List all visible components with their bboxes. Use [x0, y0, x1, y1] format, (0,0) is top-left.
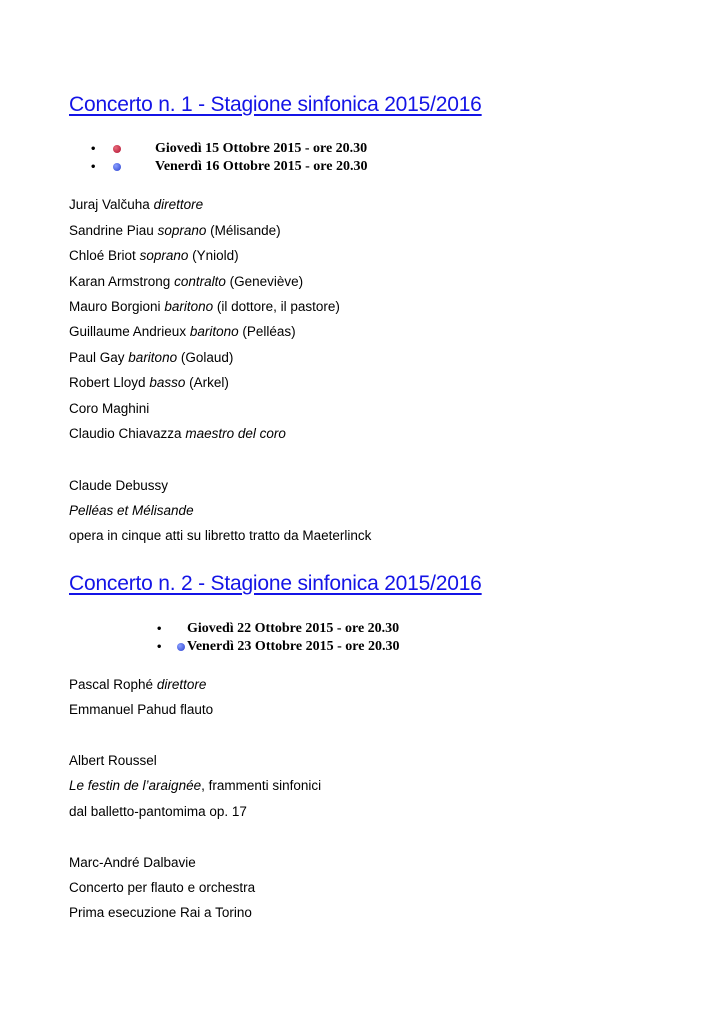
work-title-text: Pelléas et Mélisande — [69, 503, 194, 518]
performer-character: (Pelléas) — [242, 324, 296, 339]
work-title: Concerto per flauto e orchestra — [69, 880, 256, 895]
work-description: dal balletto-pantomima op. 17 — [69, 804, 247, 819]
date-item — [90, 158, 490, 176]
performer-role: baritono — [189, 324, 239, 339]
performer-line — [69, 223, 281, 238]
performer-name: Pascal Rophé — [69, 677, 154, 692]
performer-name: Claudio Chiavazza — [69, 426, 182, 441]
performer-character: (Mélisande) — [210, 223, 281, 238]
performer-role: flauto — [180, 702, 214, 717]
performer-role: direttore — [156, 677, 207, 692]
performer-name: Sandrine Piau — [69, 223, 154, 238]
performer-line — [69, 274, 303, 289]
work-title-rest: , frammenti sinfonici — [201, 778, 322, 793]
composer-name: Marc-André Dalbavie — [69, 855, 196, 870]
bullet-icon: • — [156, 642, 163, 653]
performer-name: Chloé Briot — [69, 248, 136, 263]
date-text: Venerdì 23 Ottobre 2015 - ore 20.30 — [187, 639, 400, 654]
performer-line — [69, 324, 296, 339]
performer-role: basso — [149, 375, 186, 390]
performer-name: Juraj Valčuha — [69, 197, 150, 212]
composer-name: Albert Roussel — [69, 753, 157, 768]
performer-name: Robert Lloyd — [69, 375, 146, 390]
performer-role: direttore — [153, 197, 204, 212]
performer-character: (Geneviève) — [229, 274, 304, 289]
concert2-title: Concerto n. 2 - Stagione sinfonica 2015/2016 — [69, 572, 482, 595]
blue-dot-icon — [113, 163, 121, 171]
concert2-dates — [156, 620, 556, 656]
performer-role: soprano — [157, 223, 207, 238]
performer-character: (Arkel) — [189, 375, 229, 390]
performer-name: Paul Gay — [69, 350, 125, 365]
performer-role: baritono — [164, 299, 214, 314]
date-text: Giovedì 15 Ottobre 2015 - ore 20.30 — [155, 141, 368, 156]
bullet-icon: • — [90, 144, 97, 155]
work-title — [69, 503, 194, 518]
concert1-dates — [90, 140, 490, 176]
performer-line — [69, 299, 340, 314]
performer-character: (il dottore, il pastore) — [216, 299, 340, 314]
work-description: opera in cinque atti su libretto tratto da Maeterlinck — [69, 528, 372, 543]
performer-role: baritono — [128, 350, 178, 365]
performer-line — [69, 350, 233, 365]
performer-name: Guillaume Andrieux — [69, 324, 187, 339]
red-dot-icon — [113, 145, 121, 153]
work-title-text: Le festin de l’araignée — [69, 778, 202, 793]
performer-name: Karan Armstrong — [69, 274, 171, 289]
blue-dot-icon — [177, 643, 185, 651]
date-text: Venerdì 16 Ottobre 2015 - ore 20.30 — [155, 159, 368, 174]
work-title — [69, 778, 321, 793]
performer-character: (Golaud) — [180, 350, 234, 365]
performer-line — [69, 248, 239, 263]
bullet-icon: • — [90, 162, 97, 173]
performer-role: contralto — [174, 274, 226, 289]
performer-name: Emmanuel Pahud — [69, 702, 177, 717]
performer-line — [69, 401, 149, 416]
work-note: Prima esecuzione Rai a Torino — [69, 905, 252, 920]
performer-line — [69, 375, 229, 390]
bullet-icon: • — [156, 624, 163, 635]
date-item — [90, 140, 490, 158]
concert1-title: Concerto n. 1 - Stagione sinfonica 2015/2016 — [69, 93, 482, 116]
performer-name: Coro Maghini — [69, 401, 150, 416]
performer-role: soprano — [139, 248, 189, 263]
date-item — [156, 638, 556, 656]
performer-name: Mauro Borgioni — [69, 299, 161, 314]
performer-line — [69, 197, 203, 212]
performer-character: (Yniold) — [192, 248, 239, 263]
composer-name: Claude Debussy — [69, 478, 169, 493]
date-text: Giovedì 22 Ottobre 2015 - ore 20.30 — [187, 621, 400, 636]
performer-line — [69, 702, 213, 717]
date-item — [156, 620, 556, 638]
performer-line — [69, 677, 206, 692]
performer-line — [69, 426, 286, 441]
performer-role: maestro del coro — [185, 426, 286, 441]
